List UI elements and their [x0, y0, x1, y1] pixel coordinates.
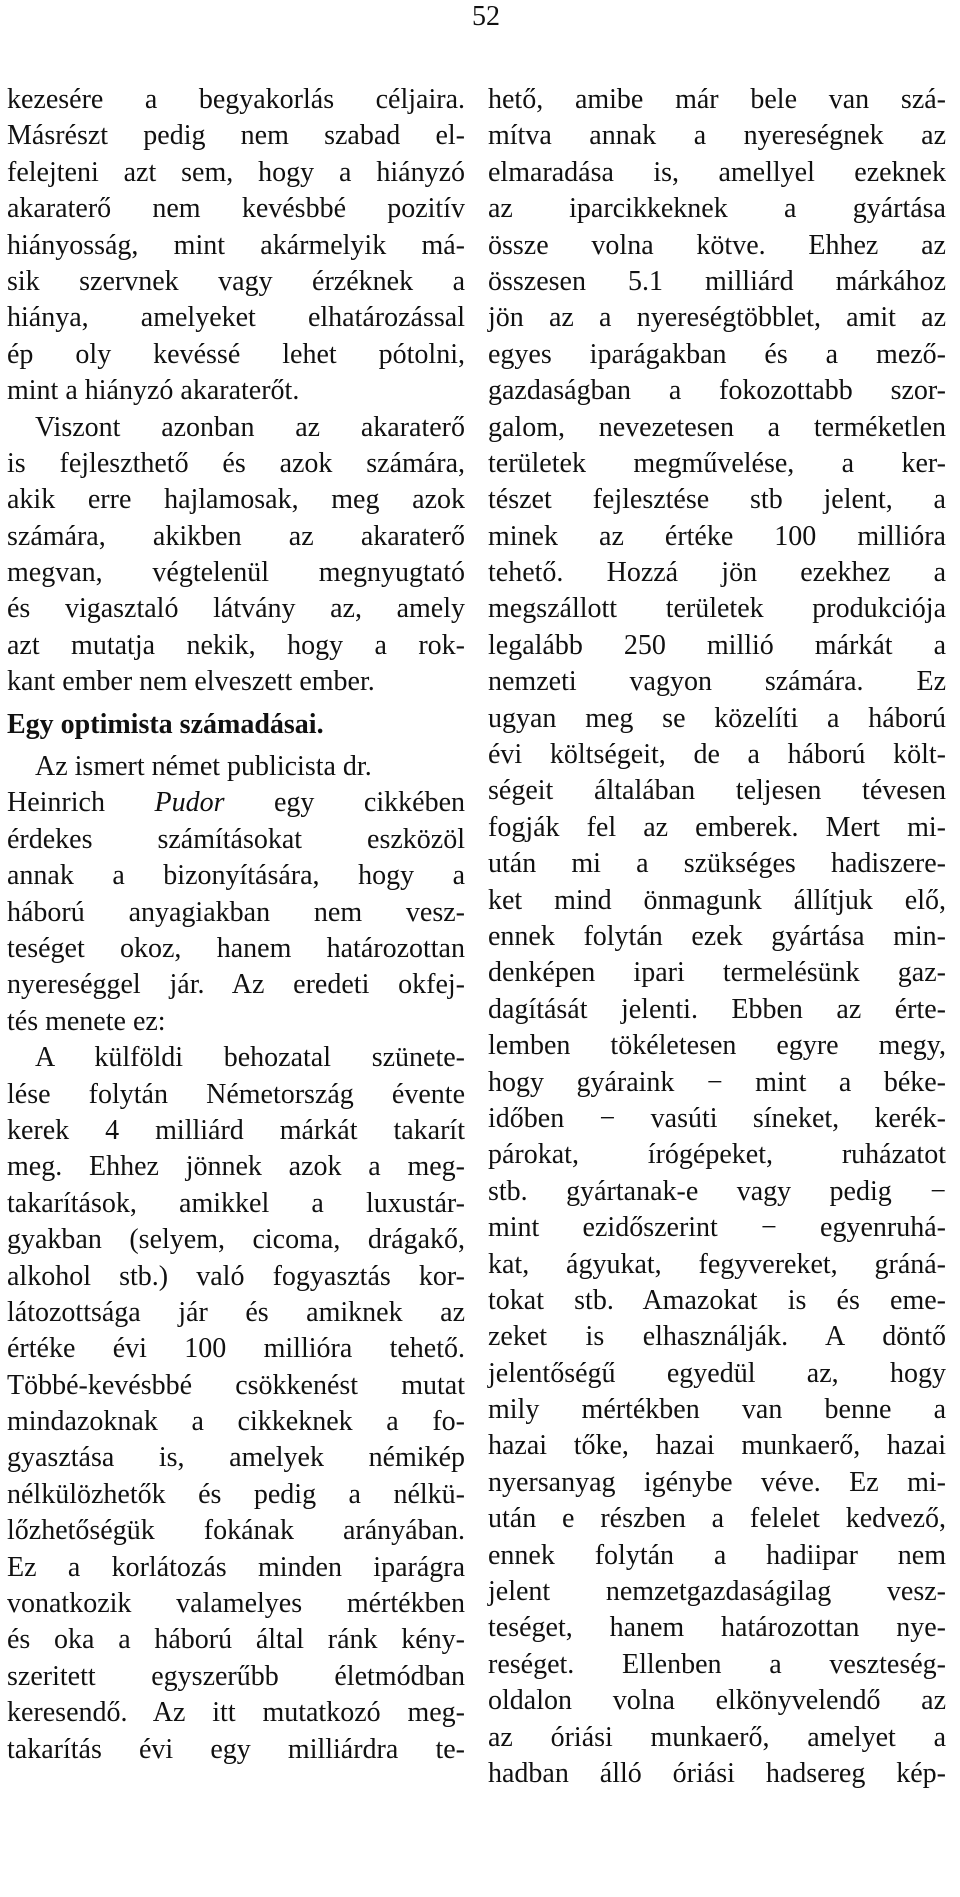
text-line: jön az a nyereségtöbblet, amit az [488, 302, 946, 334]
paragraph [7, 1040, 465, 1768]
text-line: stb. gyártanak-e vagy pedig − [488, 1175, 946, 1207]
text-line: sik szervnek vagy érzéknek a [7, 265, 465, 297]
text-line: tehető. Hozzá jön ezekhez a [488, 557, 946, 589]
text-line: szeritett egyszerűbb életmódban [7, 1660, 465, 1692]
text-line: látozottsága jár és amiknek az [7, 1296, 465, 1328]
text-line: legalább 250 millió márkát a [488, 629, 946, 661]
text-segment: egy cikkében [224, 787, 465, 819]
text-line: évi költségeit, de a háború költ- [488, 739, 946, 771]
text-line: vonatkozik valamelyes mértékben [7, 1588, 465, 1620]
text-line: lemben tökéletesen egyre megy, [488, 1030, 946, 1062]
text-line: hazai tőke, hazai munkaerő, hazai [488, 1430, 946, 1462]
paragraph [7, 749, 465, 1040]
text-line: mint a hiányzó akaraterőt. [7, 375, 300, 407]
text-line: megszállott területek produkciója [488, 593, 946, 625]
text-line: ennek folytán a hadiipar nem [488, 1539, 946, 1571]
page-number: 52 [472, 1, 500, 32]
text-line: tés menete ez: [7, 1005, 166, 1037]
text-line: akaraterő nem kevésbbé pozitív [7, 193, 465, 225]
text-line: ép oly kevéssé lehet pótolni, [7, 338, 465, 370]
text-line: nyersanyag igénybe véve. Ez mi- [488, 1466, 946, 1498]
text-line: ennek folytán ezek gyártása min- [488, 920, 946, 952]
text-line: minek az értéke 100 millióra [488, 520, 946, 552]
text-line: azt mutatja nekik, hogy a rok- [7, 629, 465, 661]
text-line: mindazoknak a cikkeknek a fo- [7, 1406, 465, 1438]
text-line: után mi a szükséges hadiszere- [488, 848, 946, 880]
text-line: az óriási munkaerő, amelyet a [488, 1721, 946, 1753]
text-line: denképen ipari termelésünk gaz- [488, 957, 946, 989]
text-line: Az ismert német publicista dr. [35, 751, 372, 783]
text-line: az iparcikkeknek a gyártása [488, 193, 946, 225]
text-line: dagítását jelenti. Ebben az érte- [488, 993, 946, 1025]
text-line: kat, ágyukat, fegyvereket, gráná- [488, 1248, 946, 1280]
text-line: hető, amibe már bele van szá- [488, 84, 946, 115]
left-column [7, 82, 465, 1768]
text-line: takarítások, amikkel a luxustár- [7, 1187, 465, 1219]
text-line: fogják fel az emberek. Mert mi- [488, 811, 946, 843]
text-line: Ez a korlátozás minden iparágra [7, 1551, 465, 1583]
text-line: össze volna kötve. Ehhez az [488, 229, 946, 261]
text-line: érdekes számításokat eszközöl [7, 823, 465, 855]
text-line: jelent nemzetgazdaságilag vesz- [488, 1576, 946, 1608]
text-line: annak a bizonyítására, hogy a [7, 860, 465, 892]
text-line: mítva annak a nyereségnek az [488, 120, 946, 152]
text-line: kerek 4 milliárd márkát takarít [7, 1114, 465, 1146]
text-line: ket mind önmagunk állítjuk elő, [488, 884, 946, 916]
text-line: mint ezidőszerint − egyenruhá- [488, 1212, 946, 1244]
text-line: alkohol stb.) való fogyasztás kor- [7, 1260, 465, 1292]
text-line: számára, akikben az akaraterő [7, 520, 465, 552]
text-line: tokat stb. Amazokat is és eme- [488, 1284, 946, 1316]
right-column [488, 82, 946, 1792]
text-line: zeket is elhasználják. A döntő [488, 1321, 946, 1353]
text-line: gyakban (selyem, cicoma, drágakő, [7, 1224, 465, 1256]
text-line: összesen 5.1 milliárd márkához [488, 265, 946, 297]
text-line: megvan, végtelenül megnyugtató [7, 557, 465, 589]
text-line: értéke évi 100 millióra tehető. [7, 1333, 465, 1365]
text-line: hiánya, amelyeket elhatározással [7, 302, 465, 334]
text-line: és vigasztaló látvány az, amely [7, 593, 465, 625]
text-line: nélkülözhetők és pedig a nélkü- [7, 1478, 465, 1510]
text-line: teséget, hanem határozottan nye- [488, 1612, 946, 1644]
text-line: nyereséggel jár. Az eredeti okfej- [7, 969, 465, 1001]
text-line: oldalon volna elkönyvelendő az [488, 1685, 946, 1717]
text-line: párokat, írógépeket, ruházatot [488, 1139, 946, 1171]
text-line: A külföldi behozatal szünete- [35, 1042, 465, 1074]
text-line: hiányosság, mint akármelyik má- [7, 229, 465, 261]
text-line: akik erre hajlamosak, meg azok [7, 484, 465, 516]
text-line: keresendő. Az itt mutatkozó meg- [7, 1697, 465, 1729]
text-line: teséget okoz, hanem határozottan [7, 932, 465, 964]
text-segment: Heinrich [7, 787, 155, 819]
text-line: takarítás évi egy milliárdra te- [7, 1733, 465, 1765]
text-line: és oka a háború által ránk kény- [7, 1624, 465, 1656]
text-line: is fejleszthető és azok számára, [7, 447, 465, 479]
text-line: felejteni azt sem, hogy a hiányzó [7, 156, 465, 188]
text-line: Másrészt pedig nem szabad el- [7, 120, 465, 152]
text-line: lőzhetőségük fokának arányában. [7, 1515, 465, 1547]
text-line: hogy gyáraink − mint a béke- [488, 1066, 946, 1098]
text-line [7, 785, 465, 821]
text-line: lése folytán Németország évente [7, 1078, 465, 1110]
text-line: háború anyagiakban nem vesz- [7, 896, 465, 928]
text-line: kant ember nem elveszett ember. [7, 666, 375, 698]
text-line: Többé-kevésbbé csökkenést mutat [7, 1369, 465, 1401]
text-line: gyasztása is, amelyek némikép [7, 1442, 465, 1474]
author-name: Pudor [154, 787, 225, 819]
text-line: elmaradása is, amellyel ezeknek [488, 156, 946, 188]
paragraph [7, 82, 465, 410]
text-line: után e részben a felelet kedvező, [488, 1503, 946, 1535]
text-line: egyes iparágakban és a mező- [488, 338, 946, 370]
text-line: hadban álló óriási hadsereg kép- [488, 1757, 946, 1789]
text-line: galom, nevezetesen a terméketlen [488, 411, 946, 443]
text-line: ségeit általában teljesen tévesen [488, 775, 946, 807]
text-line: reséget. Ellenben a veszteség- [488, 1648, 946, 1680]
text-line: Viszont azonban az akaraterő [35, 411, 465, 443]
text-line: meg. Ehhez jönnek azok a meg- [7, 1151, 465, 1183]
text-line: mily mértékben van benne a [488, 1394, 946, 1426]
text-line: ugyan meg se közelíti a háború [488, 702, 946, 734]
text-line: tészet fejlesztése stb jelent, a [488, 484, 946, 516]
text-line: nemzeti vagyon számára. Ez [488, 666, 946, 698]
paragraph [7, 410, 465, 701]
text-line: gazdaságban a fokozottabb szor- [488, 375, 946, 407]
text-line: kezesére a begyakorlás céljaira. [7, 84, 465, 115]
text-line: területek megművelése, a ker- [488, 447, 946, 479]
text-line: jelentőségű egyedül az, hogy [488, 1357, 946, 1389]
section-heading: Egy optimista számadásai. [7, 708, 324, 740]
text-line: időben − vasúti síneket, kerék- [488, 1102, 946, 1134]
